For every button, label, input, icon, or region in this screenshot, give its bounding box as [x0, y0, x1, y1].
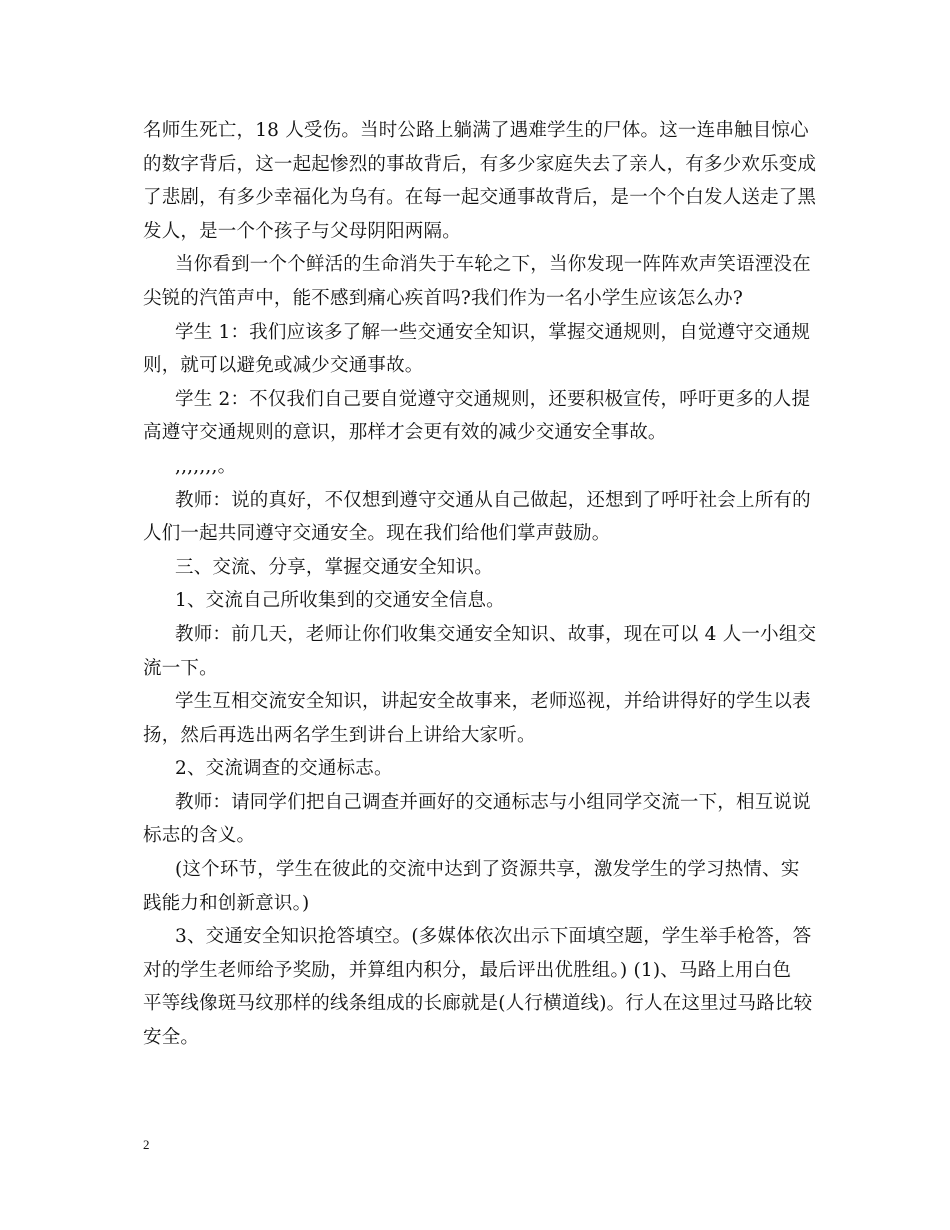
- text-line: 1、交流自己所收集到的交通安全信息。: [175, 590, 505, 612]
- text-line: 安全。: [143, 1027, 200, 1049]
- text-line: 2、交流调查的交通标志。: [175, 758, 393, 780]
- text-line: 发人，是一个个孩子与父母阴阳两隔。: [143, 220, 461, 242]
- text-line: 扬，然后再选出两名学生到讲台上讲给大家听。: [143, 724, 536, 746]
- text-line: 学生 2：不仅我们自己要自觉遵守交通规则，还要积极宣传，呼吁更多的人提: [175, 388, 811, 410]
- text-line: 三、交流、分享，掌握交通安全知识。: [175, 556, 493, 578]
- page-number: 2: [143, 1137, 150, 1152]
- text-line: 教师：前几天，老师让你们收集交通安全知识、故事，现在可以 4 人一小组交: [175, 623, 817, 645]
- text-line: 践能力和创新意识。): [143, 892, 310, 914]
- text-line: 了悲剧，有多少幸福化为乌有。在每一起交通事故背后，是一个个白发人送走了黑: [143, 187, 817, 209]
- text-line: 学生 1：我们应该多了解一些交通安全知识，掌握交通规则，自觉遵守交通规: [175, 321, 811, 343]
- text-line: 人们一起共同遵守交通安全。现在我们给他们掌声鼓励。: [143, 523, 611, 545]
- document-body: [143, 114, 817, 1055]
- text-line: 平等线像斑马纹那样的线条组成的长廊就是(人行横道线)。行人在这里过马路比较: [143, 993, 813, 1015]
- text-line: 教师：请同学们把自己调查并画好的交通标志与小组同学交流一下，相互说说: [175, 791, 811, 813]
- text-line: 学生互相交流安全知识，讲起安全故事来，老师巡视，并给讲得好的学生以表: [175, 691, 811, 713]
- text-line: 当你看到一个个鲜活的生命消失于车轮之下，当你发现一阵阵欢声笑语湮没在: [175, 254, 811, 276]
- text-line: 高遵守交通规则的意识，那样才会更有效的减少交通安全事故。: [143, 422, 667, 444]
- text-line: ,,,,,,,。: [175, 455, 237, 477]
- text-line: 尖锐的汽笛声中，能不感到痛心疾首吗?我们作为一名小学生应该怎么办?: [143, 287, 743, 309]
- text-line: 标志的含义。: [143, 825, 256, 847]
- text-line: 教师：说的真好，不仅想到遵守交通从自己做起，还想到了呼吁社会上所有的: [175, 489, 811, 511]
- text-line: 的数字背后，这一起起惨烈的事故背后，有多少家庭失去了亲人，有多少欢乐变成: [143, 153, 817, 175]
- text-line: (这个环节，学生在彼此的交流中达到了资源共享，激发学生的学习热情、实: [175, 859, 800, 881]
- text-line: 流一下。: [143, 657, 218, 679]
- text-line: 对的学生老师给予奖励，并算组内积分，最后评出优胜组。) (1)、马路上用白色: [143, 959, 792, 981]
- text-line: 则，就可以避免或减少交通事故。: [143, 355, 424, 377]
- text-line: 3、交通安全知识抢答填空。(多媒体依次出示下面填空题，学生举手枪答，答: [175, 926, 812, 948]
- text-line: 名师生死亡，18 人受伤。当时公路上躺满了遇难学生的尸体。这一连串触目惊心: [143, 120, 809, 141]
